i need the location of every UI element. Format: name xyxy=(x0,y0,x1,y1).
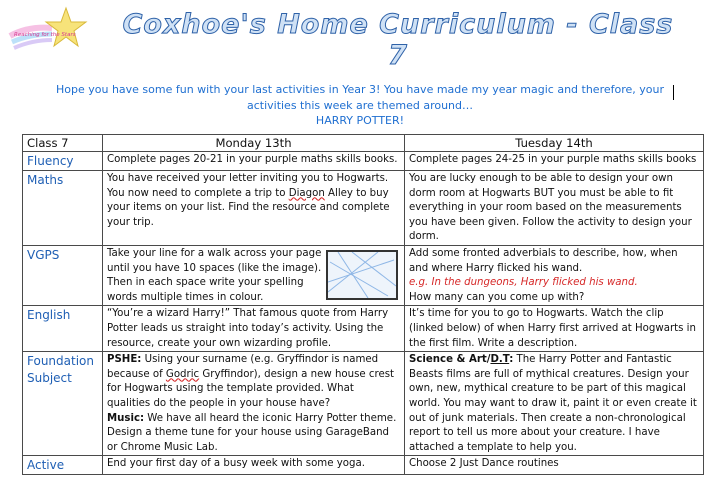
page-title: Coxhoe's Home Curriculum - Class 7 xyxy=(122,9,674,71)
vgps-monday-wrap xyxy=(107,247,400,305)
row-english xyxy=(23,306,704,352)
cell-vgps-tuesday xyxy=(405,245,704,305)
cell-fluency-tuesday: Complete pages 24-25 in your purple maths skills books xyxy=(405,152,704,171)
intro-text xyxy=(40,82,680,129)
vgps-tuesday-text-2: How many can you come up with? xyxy=(409,291,585,303)
row-vgps xyxy=(23,245,704,305)
music-paragraph xyxy=(107,412,400,456)
line-walk-example-image xyxy=(326,250,398,300)
page-header xyxy=(0,0,721,76)
foundation-label-2: Subject xyxy=(27,371,72,386)
row-label-foundation xyxy=(23,352,103,456)
header-monday: Monday 13th xyxy=(103,135,405,152)
vgps-monday-text: Take your line for a walk across your page until you have 10 spaces (like the image). Then in each space write your spelling words multiple times in colour. xyxy=(107,247,322,303)
cell-foundation-monday xyxy=(103,352,405,456)
row-fluency xyxy=(23,152,704,171)
svg-text:Reaching for the Stars: Reaching for the Stars xyxy=(14,32,76,38)
dt-label: D.T xyxy=(490,354,510,366)
pshe-paragraph xyxy=(107,353,400,411)
row-label-fluency: Fluency xyxy=(23,152,103,171)
cell-english-monday: “You’re a wizard Harry!” That famous quote from Harry Potter leads us straight into today’s activity. Using the resource, create your own wizarding profile. xyxy=(103,306,405,352)
pshe-text-1: Using your surname (e.g. Gryffindor is named because of xyxy=(107,354,379,380)
maths-monday-text-1: You have received your letter inviting you to Hogwarts. You now need to complete a trip to xyxy=(107,173,389,199)
science-art-text: The Harry Potter and Fantastic Beasts films are full of mythical creatures. Design your own, new, mythical creature to be part of this magical world. You may want to draw it, paint it or even create it out of junk materials. Then create a non-chronological report to tell us more about your creature. I have attached a template to help you. xyxy=(409,354,697,453)
vgps-tuesday-example: e.g. In the dungeons, Harry flicked his wand. xyxy=(409,277,638,289)
intro-line-2: activities this week are themed around… xyxy=(246,98,474,112)
pshe-name: Godric xyxy=(165,368,200,380)
dt-colon: : xyxy=(509,354,514,366)
science-art-label: Science & Art/ xyxy=(409,354,491,366)
row-active xyxy=(23,456,704,475)
cell-vgps-monday xyxy=(103,245,405,305)
maths-monday-text-2: Alley to buy your items on your list. Find the resource and complete your trip. xyxy=(107,187,390,228)
cell-maths-monday xyxy=(103,171,405,246)
text-cursor xyxy=(673,85,674,100)
row-maths xyxy=(23,171,704,246)
row-label-active: Active xyxy=(23,456,103,475)
row-label-english: English xyxy=(23,306,103,352)
row-foundation xyxy=(23,352,704,456)
maths-monday-place-name: Diagon xyxy=(288,187,325,199)
intro-line-1: Hope you have some fun with your last activities in Year 3! You have made my year magic and therefore, your xyxy=(55,83,664,96)
intro-line-3: HARRY POTTER! xyxy=(315,114,405,127)
table-header-row xyxy=(23,135,704,152)
shooting-star-logo xyxy=(8,6,88,54)
vgps-tuesday-text-1: Add some fronted adverbials to describe, how, when and where Harry flicked his wand. xyxy=(409,247,678,274)
row-label-vgps: VGPS xyxy=(23,245,103,305)
cell-english-tuesday: It’s time for you to go to Hogwarts. Watch the clip (linked below) of when Harry first arrived at Hogwarts in the first film. Write a description. xyxy=(405,306,704,352)
header-tuesday: Tuesday 14th xyxy=(405,135,704,152)
foundation-label-1: Foundation xyxy=(27,354,94,369)
cell-fluency-monday: Complete pages 20-21 in your purple maths skills books. xyxy=(103,152,405,171)
music-text: We have all heard the iconic Harry Potter theme. Design a theme tune for your house using GarageBand or Chrome Music Lab. xyxy=(107,412,397,453)
pshe-label: PSHE: xyxy=(107,354,142,366)
cell-active-tuesday: Choose 2 Just Dance routines xyxy=(405,456,704,475)
row-label-maths: Maths xyxy=(23,171,103,246)
timetable xyxy=(22,134,704,475)
cell-foundation-tuesday xyxy=(405,352,704,456)
cell-maths-tuesday: You are lucky enough to be able to design your own dorm room at Hogwarts BUT you must be able to fit everything in your room based on the measurements you have been given. Follow the activity to design your dorm. xyxy=(405,171,704,246)
music-label: Music: xyxy=(107,412,145,424)
cell-active-monday: End your first day of a busy week with some yoga. xyxy=(103,456,405,475)
pshe-text-2: Gryffindor), design a new house crest for Hogwarts using the template provided. What qualities do the people in your house have? xyxy=(107,368,395,409)
header-class: Class 7 xyxy=(23,135,103,152)
